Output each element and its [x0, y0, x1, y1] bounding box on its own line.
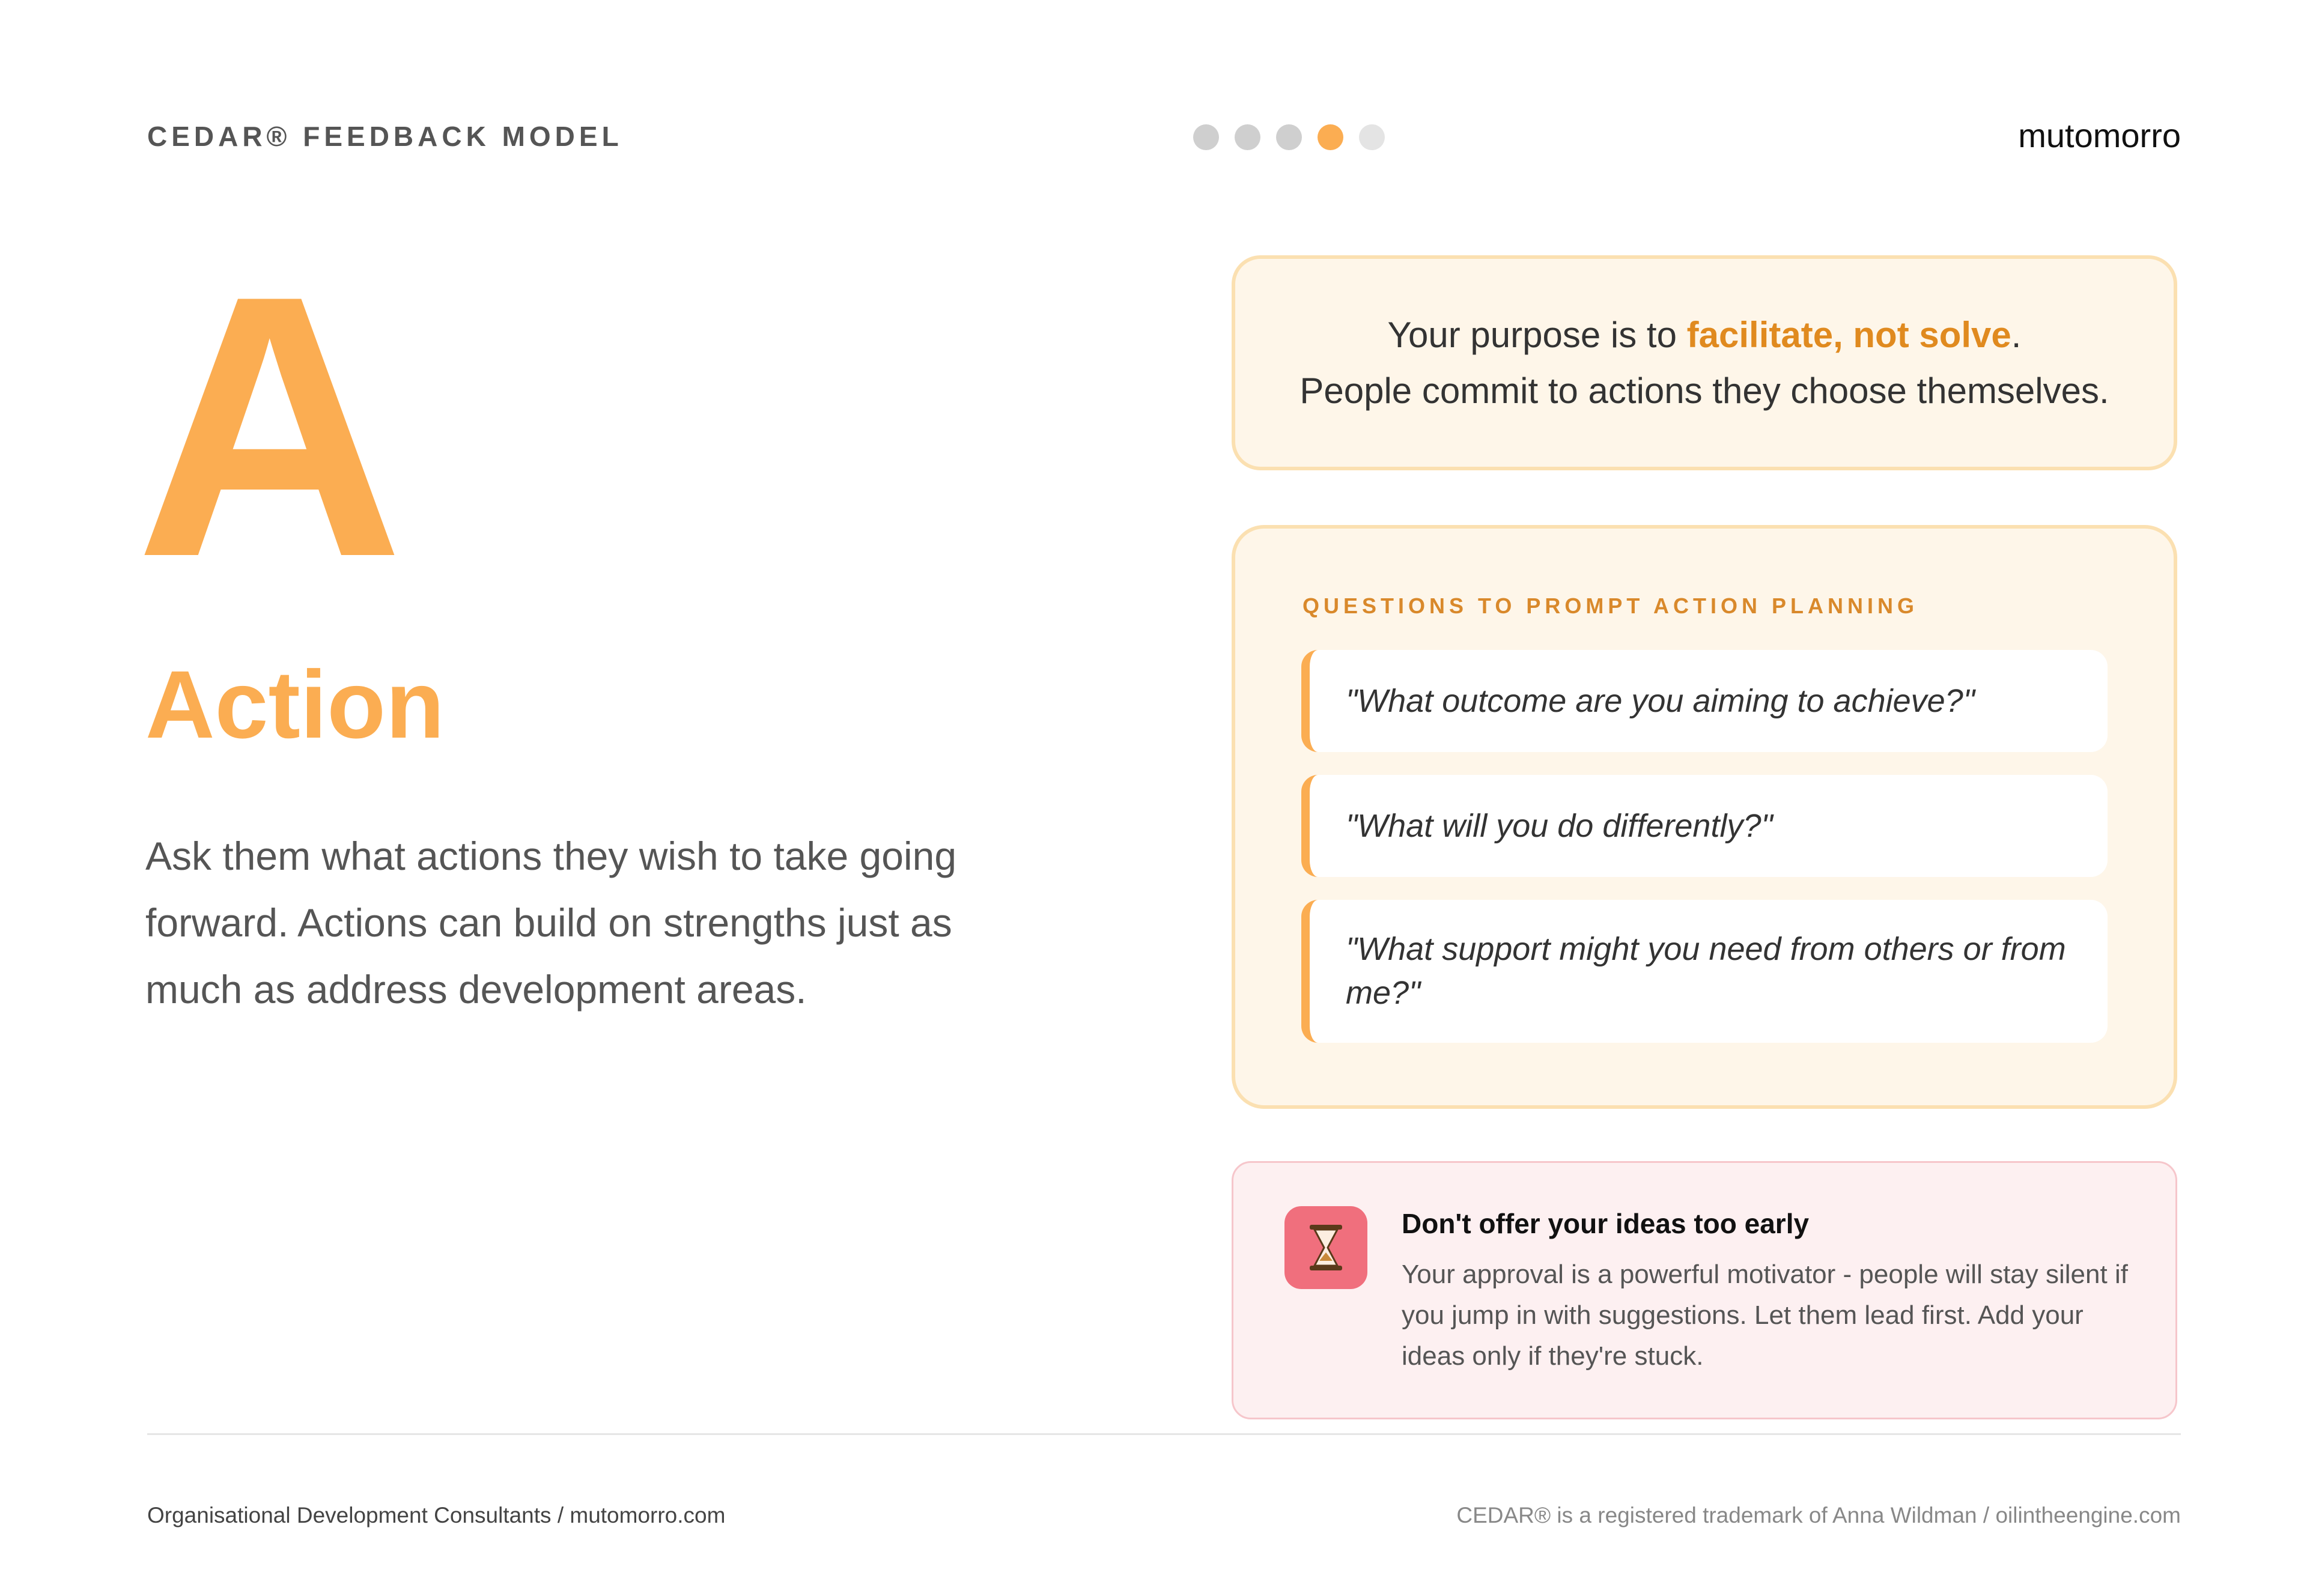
question-text: "What will you do differently?"	[1346, 807, 1773, 844]
section-letter: A	[135, 219, 404, 634]
purpose-line-1	[1388, 307, 2022, 363]
slide-progress-dots	[1193, 124, 1385, 150]
tip-body: Your approval is a powerful motivator - people will stay silent if you jump in with suggestions. Let them lead first. Add your ideas only if they're stuck.	[1402, 1260, 2128, 1371]
questions-heading: QUESTIONS TO PROMPT ACTION PLANNING	[1302, 593, 1919, 618]
section-description: Ask them what actions they wish to take going forward. Actions can build on strengths just as much as address development areas.	[145, 834, 957, 1012]
purpose-prefix: Your purpose is to	[1387, 315, 1687, 355]
brand-logo: mutomorro	[2018, 117, 2181, 154]
question-item	[1301, 775, 2108, 877]
progress-dot-1[interactable]	[1193, 124, 1219, 150]
purpose-line-2: People commit to actions they choose themselves.	[1299, 371, 2109, 411]
questions-card	[1232, 525, 2177, 1109]
purpose-suffix: .	[2011, 315, 2022, 355]
question-item	[1301, 900, 2108, 1043]
question-text: "What support might you need from others or from me?"	[1346, 931, 2066, 1011]
question-item	[1301, 650, 2108, 752]
purpose-highlight: facilitate, not solve	[1686, 315, 2011, 355]
model-label: CEDAR® FEEDBACK MODEL	[147, 121, 623, 152]
footer-credit: Organisational Development Consultants / mutomorro.com	[147, 1503, 726, 1528]
question-text: "What outcome are you aiming to achieve?"	[1346, 682, 1975, 719]
section-title: Action	[145, 651, 445, 758]
progress-dot-4-active[interactable]	[1318, 124, 1343, 150]
hourglass-icon	[1284, 1206, 1367, 1289]
progress-dot-2[interactable]	[1235, 124, 1260, 150]
footer-trademark: CEDAR® is a registered trademark of Anna Wildman / oilintheengine.com	[1456, 1503, 2181, 1528]
progress-dot-5[interactable]	[1359, 124, 1385, 150]
progress-dot-3[interactable]	[1276, 124, 1302, 150]
purpose-callout	[1232, 255, 2177, 470]
footer-divider	[147, 1433, 2181, 1435]
tip-title: Don't offer your ideas too early	[1402, 1208, 1810, 1239]
tip-callout	[1232, 1161, 2177, 1419]
